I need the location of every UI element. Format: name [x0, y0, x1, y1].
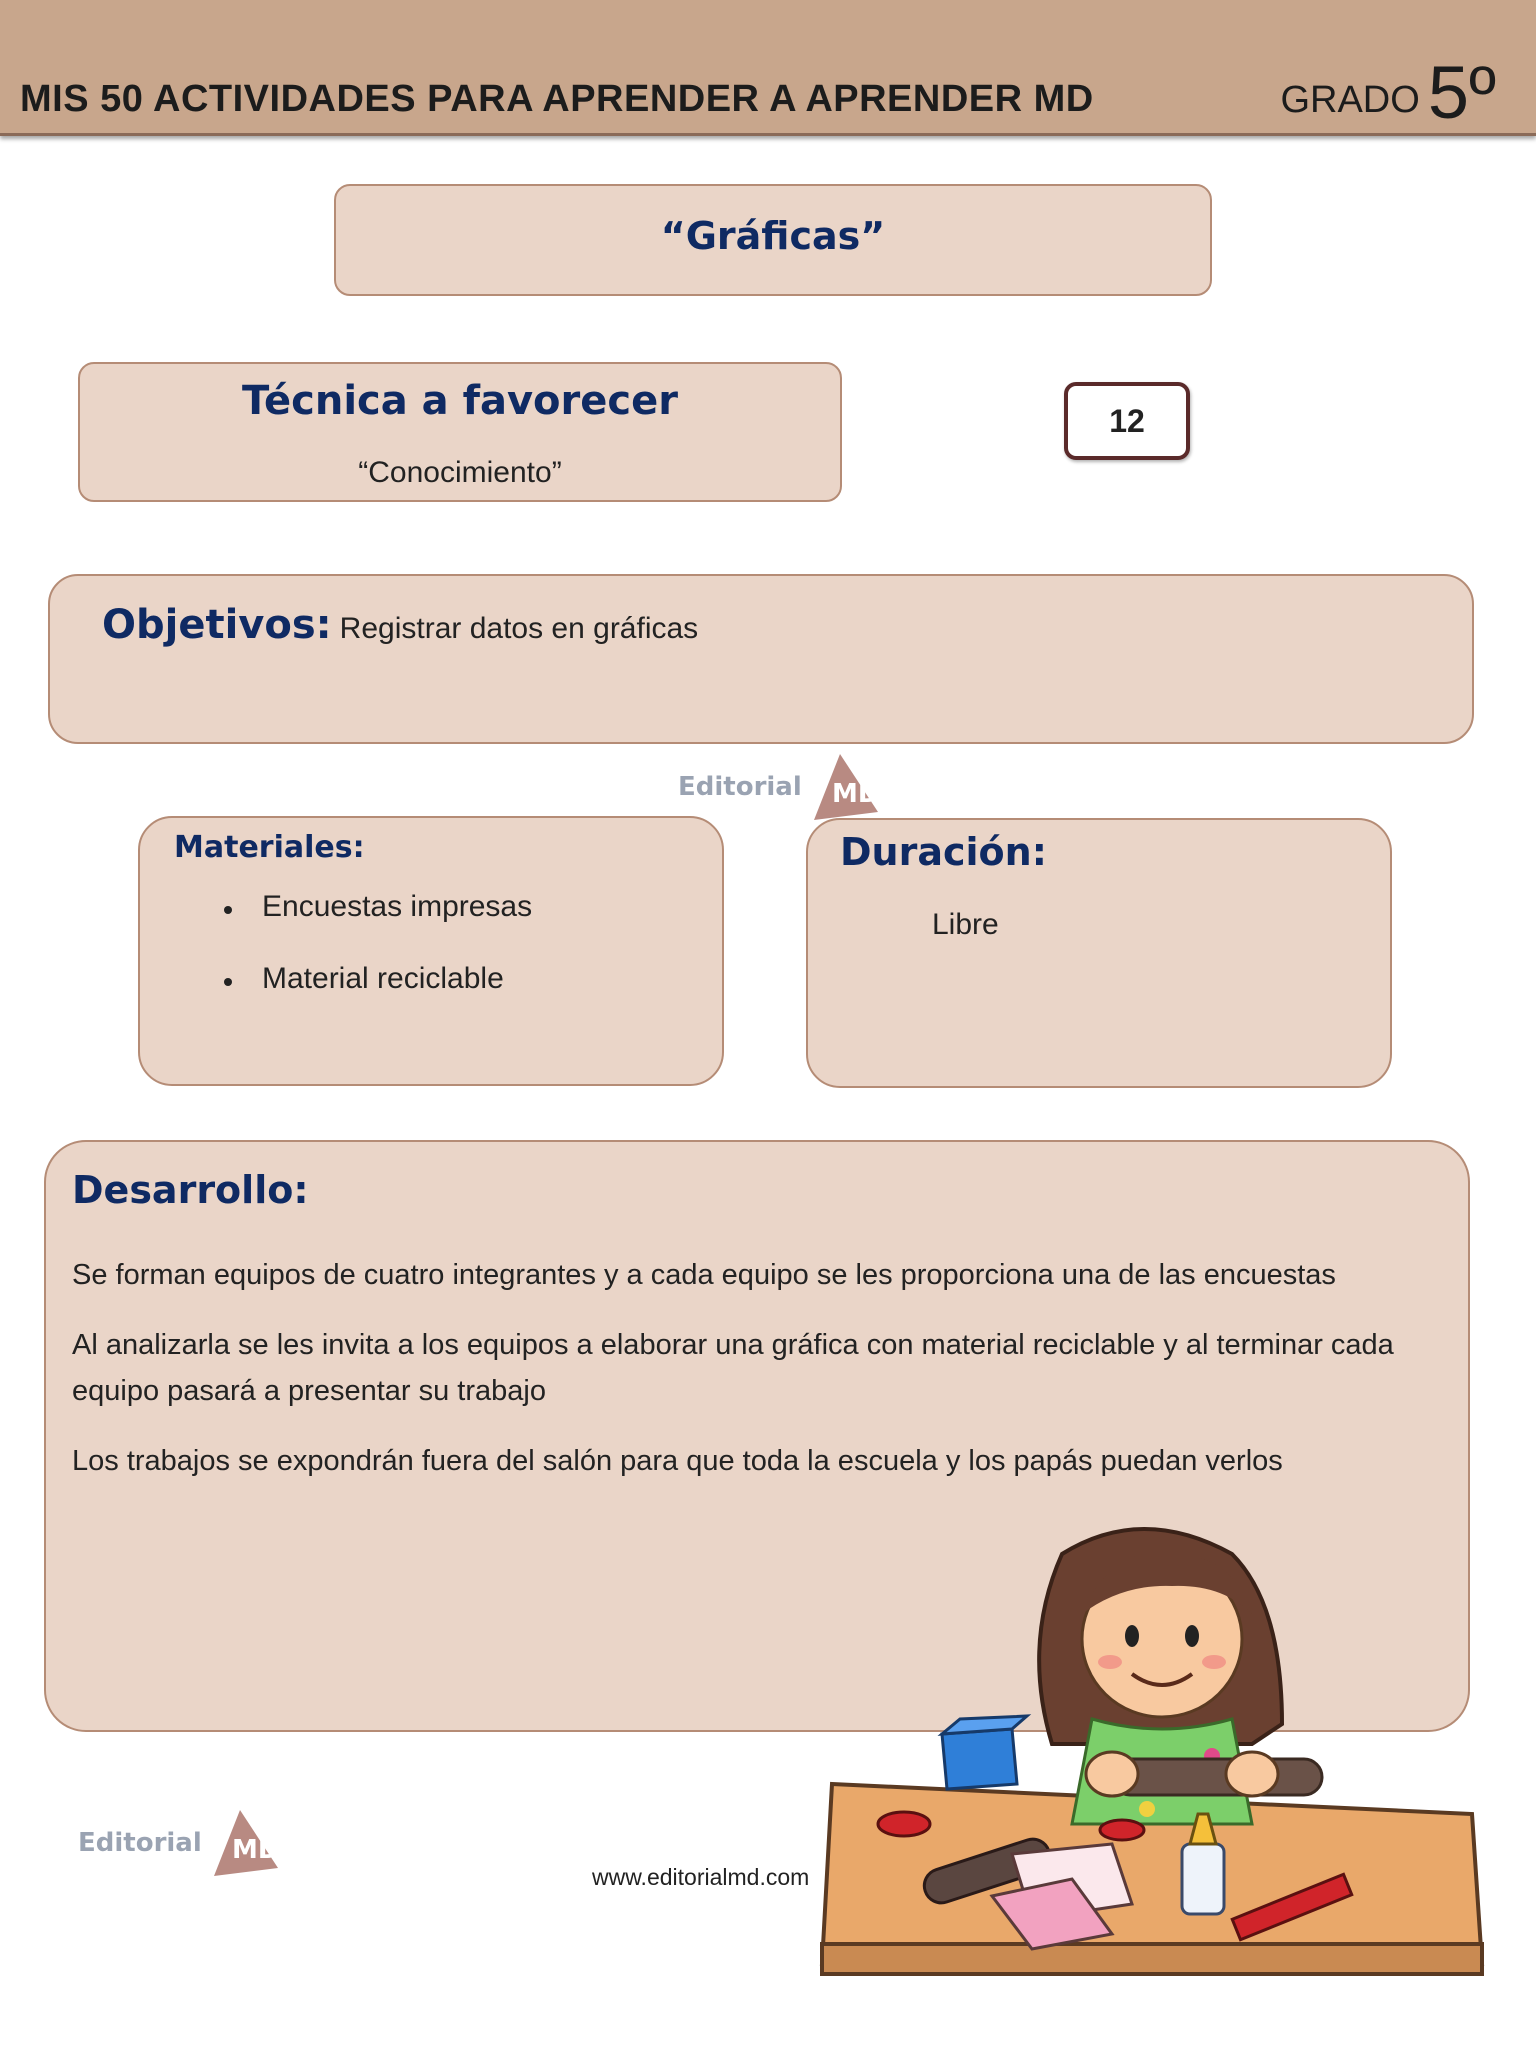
- logo-md-mark-icon: [206, 1808, 280, 1878]
- tecnica-heading: Técnica a favorecer: [242, 378, 678, 424]
- girl-crafting-illustration: [812, 1524, 1492, 1984]
- tecnica-value: “Conocimiento”: [358, 456, 562, 489]
- activity-title: “Gráficas”: [660, 214, 886, 258]
- logo-md-mark-icon: [806, 752, 880, 822]
- desarrollo-paragraph: Se forman equipos de cuatro integrantes y a cada equipo se les proporciona una de las encuestas: [72, 1259, 1336, 1291]
- objetivos-text: Registrar datos en gráficas: [339, 612, 699, 645]
- desarrollo-text: [72, 1252, 1442, 1508]
- list-item: Encuestas impresas: [218, 890, 532, 962]
- materiales-box: [138, 816, 724, 1086]
- list-item: Material reciclable: [218, 962, 532, 1034]
- grade-label: GRADO: [1280, 79, 1420, 121]
- desarrollo-paragraph: Los trabajos se expondrán fuera del salón para que toda la escuela y los papás puedan verlos: [72, 1445, 1283, 1477]
- svg-text:MD: MD: [832, 779, 880, 809]
- objetivos-heading: Objetivos:: [102, 602, 332, 648]
- activity-number-badge: 12: [1064, 382, 1190, 460]
- logo-word: Editorial: [678, 772, 802, 802]
- desarrollo-heading: Desarrollo:: [72, 1168, 309, 1212]
- objetivos-box: [48, 574, 1474, 744]
- materiales-heading: Materiales:: [174, 830, 365, 865]
- desarrollo-paragraph: Al analizarla se les invita a los equipos a elaborar una gráfica con material reciclable y al terminar cada equipo pasará a presentar su trabajo: [72, 1329, 1394, 1407]
- duracion-box: [806, 818, 1392, 1088]
- materiales-list: [218, 890, 532, 1034]
- activity-title-box: [334, 184, 1212, 296]
- logo-word: Editorial: [78, 1828, 202, 1858]
- editorial-logo-footer: [78, 1808, 280, 1878]
- duracion-heading: Duración:: [840, 830, 1047, 874]
- svg-text:MD: MD: [232, 1835, 280, 1865]
- editorial-logo: [678, 752, 880, 822]
- grade-value: 5º: [1427, 51, 1496, 134]
- footer-url: www.editorialmd.com: [592, 1864, 810, 1890]
- header-title: MIS 50 ACTIVIDADES PARA APRENDER A APRENDER MD: [20, 78, 1094, 120]
- grade-indicator: [1280, 50, 1496, 135]
- tecnica-box: [78, 362, 842, 502]
- duracion-value: Libre: [932, 908, 999, 941]
